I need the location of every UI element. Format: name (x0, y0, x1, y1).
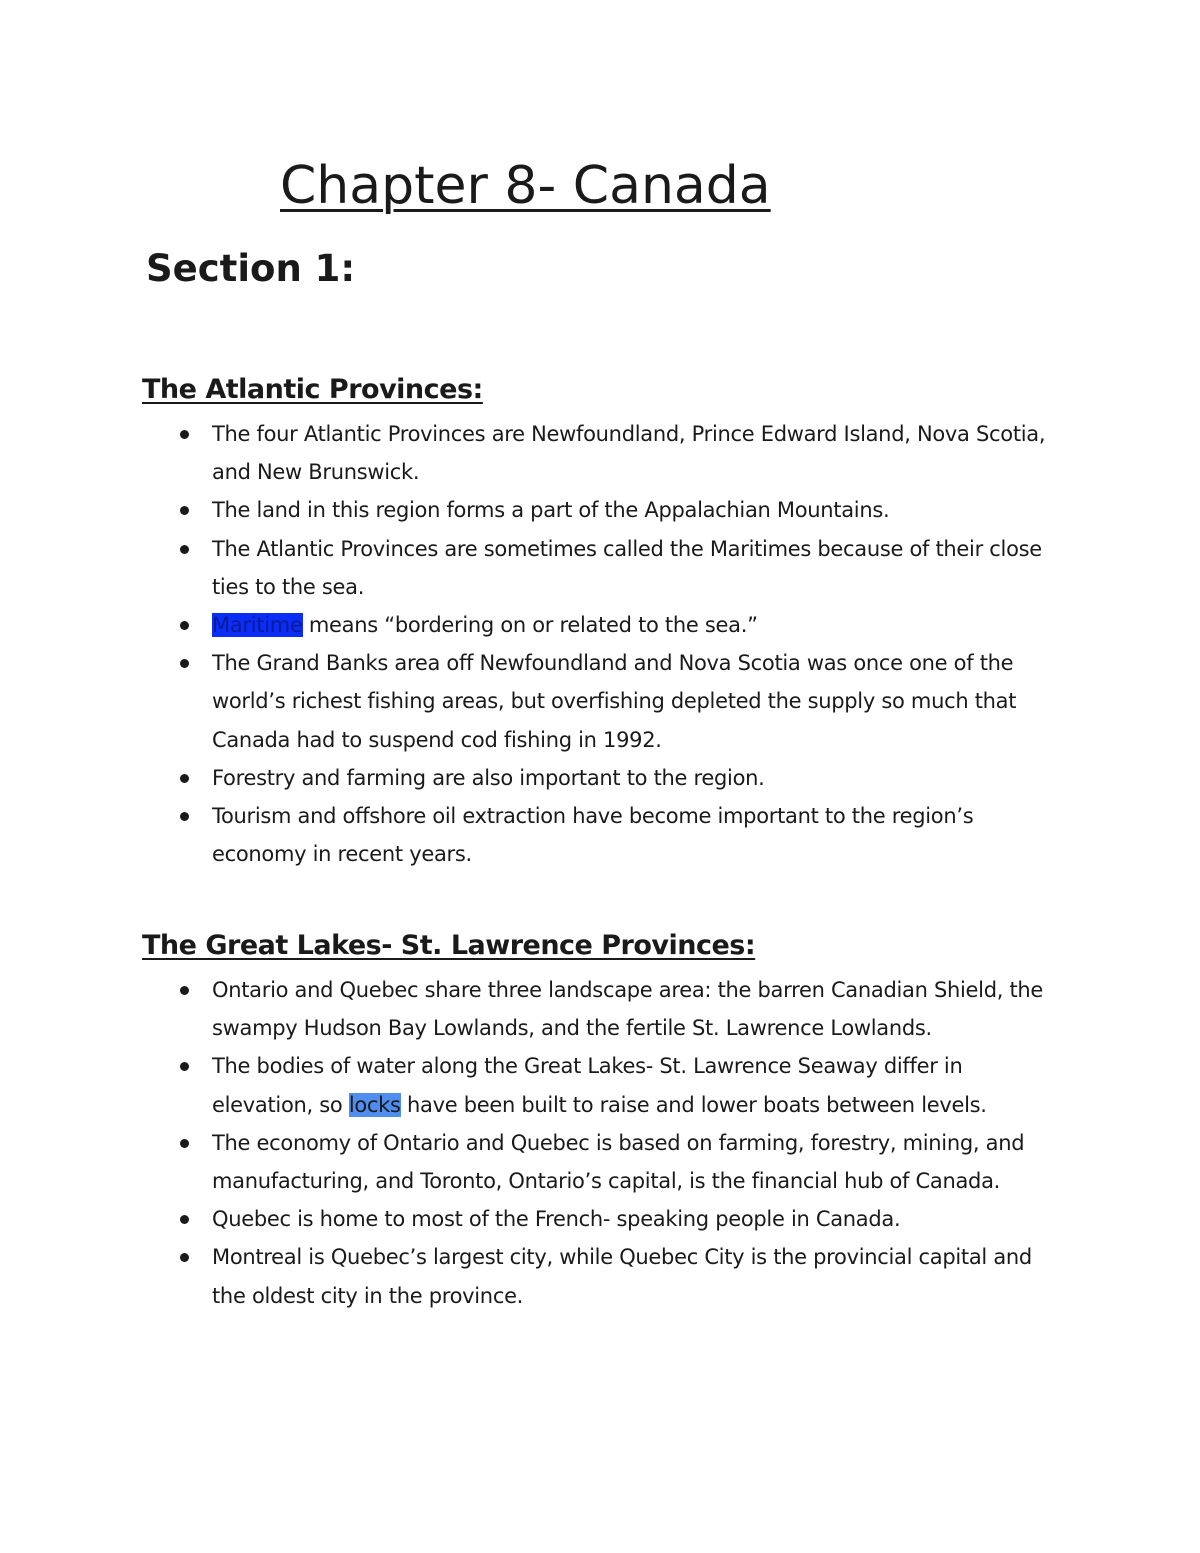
bullet-icon (180, 430, 189, 439)
atlantic-provinces-list (0, 415, 1200, 873)
bullet-icon (180, 774, 189, 783)
bullet-icon (180, 621, 189, 630)
bullet-icon (180, 1215, 189, 1224)
list-item: Montreal is Quebec’s largest city, while Quebec City is the provincial capital and the oldest city in the province. (0, 1238, 1200, 1314)
list-item: Maritime means “bordering on or related to the sea.” (0, 606, 1200, 644)
bullet-icon (180, 986, 189, 995)
highlighted-term-maritime: Maritime (212, 613, 303, 638)
list-item: The four Atlantic Provinces are Newfoundland, Prince Edward Island, Nova Scotia, and New Brunswick. (0, 415, 1200, 491)
list-item: Forestry and farming are also important to the region. (0, 759, 1200, 797)
heading-great-lakes-provinces: The Great Lakes- St. Lawrence Provinces: (142, 930, 756, 961)
bullet-icon (180, 506, 189, 515)
great-lakes-provinces-list (0, 971, 1200, 1315)
heading-atlantic-provinces: The Atlantic Provinces: (142, 374, 483, 405)
section-title: Section 1: (146, 247, 356, 290)
list-item: The Atlantic Provinces are sometimes called the Maritimes because of their close ties to the sea. (0, 530, 1200, 606)
highlighted-term-locks: locks (348, 1092, 401, 1117)
bullet-icon (180, 1062, 189, 1071)
bullet-icon (180, 1139, 189, 1148)
bullet-icon (180, 659, 189, 668)
list-item: The bodies of water along the Great Lakes- St. Lawrence Seaway differ in elevation, so locks have been built to raise and lower boats between levels. (0, 1047, 1200, 1123)
list-item: Tourism and offshore oil extraction have become important to the region’s economy in recent years. (0, 797, 1200, 873)
list-item: The economy of Ontario and Quebec is based on farming, forestry, mining, and manufacturing, and Toronto, Ontario’s capital, is the financial hub of Canada. (0, 1124, 1200, 1200)
list-item: The land in this region forms a part of the Appalachian Mountains. (0, 491, 1200, 529)
bullet-icon (180, 812, 189, 821)
bullet-icon (180, 545, 189, 554)
list-item: Quebec is home to most of the French- speaking people in Canada. (0, 1200, 1200, 1238)
chapter-title: Chapter 8- Canada (280, 156, 771, 216)
bullet-icon (180, 1253, 189, 1262)
list-item: The Grand Banks area off Newfoundland and Nova Scotia was once one of the world’s richest fishing areas, but overfishing depleted the supply so much that Canada had to suspend cod fishing in 1992. (0, 644, 1200, 759)
list-item: Ontario and Quebec share three landscape area: the barren Canadian Shield, the swampy Hudson Bay Lowlands, and the fertile St. Lawrence Lowlands. (0, 971, 1200, 1047)
